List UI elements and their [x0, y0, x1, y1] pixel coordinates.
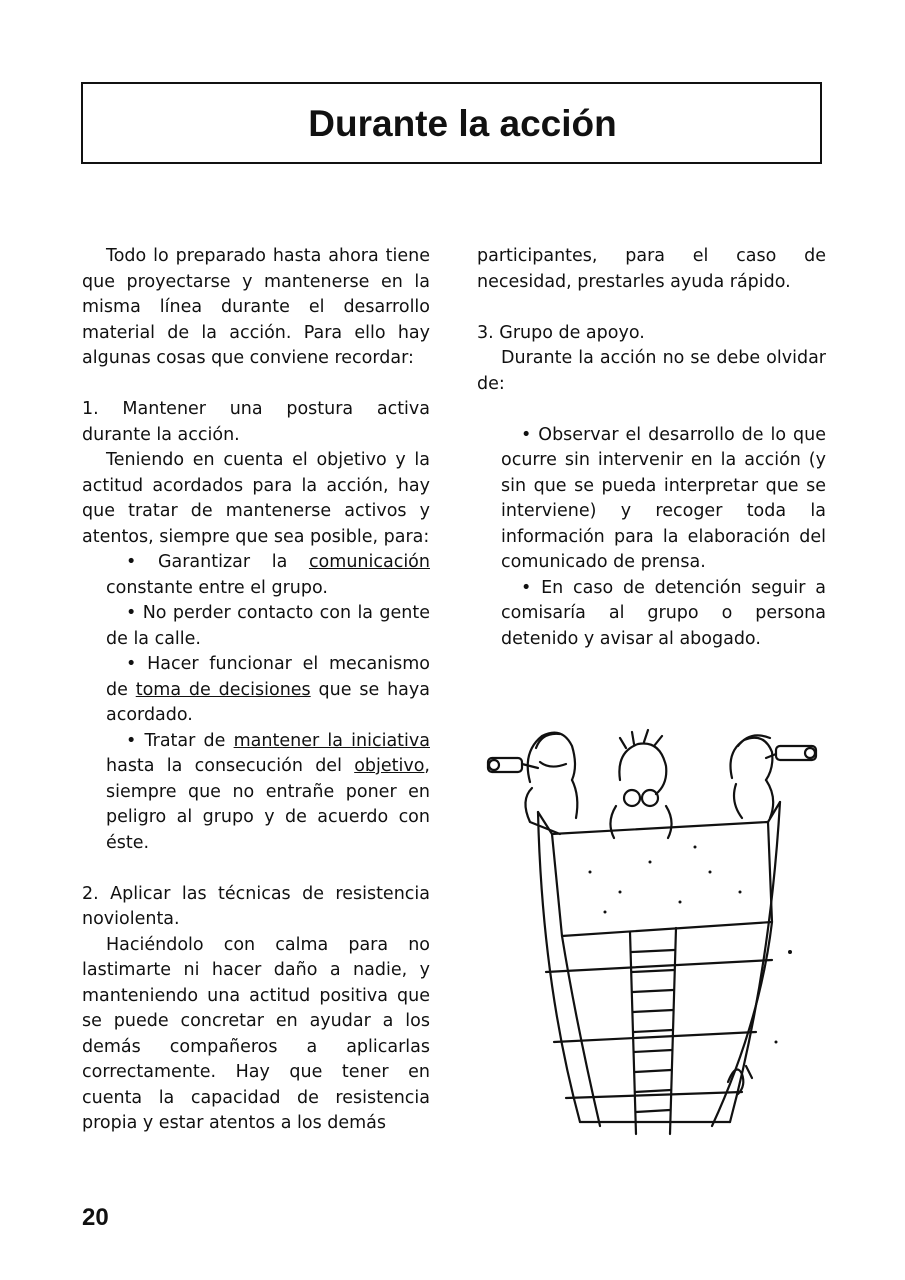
- bullet-contacto: • No perder contacto con la gente de la calle.: [106, 603, 430, 649]
- item1-heading: 1. Mantener una postura activa durante la acción.: [82, 399, 430, 445]
- intro-paragraph: Todo lo preparado hasta ahora tiene que proyectarse y mantenerse en la misma línea durante el desarrollo material de la acción. Para ello hay algunas cosas que conviene recordar:: [82, 246, 430, 368]
- page-number: 20: [82, 1204, 109, 1231]
- continuation-paragraph: participantes, para el caso de necesidad, prestarles ayuda rápido.: [477, 246, 826, 292]
- bullet-mecanismo: • Hacer funcionar el mecanismo de toma de decisiones que se haya acordado.: [106, 654, 430, 725]
- item1-body: Teniendo en cuenta el objetivo y la actitud acordados para la acción, hay que tratar de mantenerse activos y atentos, siempre que sea posible, para:: [82, 450, 430, 547]
- bullet-iniciativa: • Tratar de mantener la iniciativa hasta la consecución del objetivo, siempre que no entrañe poner en peligro al grupo y de acuerdo con éste.: [106, 730, 430, 853]
- item2-body: Haciéndolo con calma para no lastimarte ni hacer daño a nadie, y manteniendo una actitud positiva que se puede concretar en ayudar a los demás compañeros a aplicarlas correctamente. Hay que tener en cuenta la capacidad de resistencia propia y estar atentos a los demás: [82, 934, 430, 1133]
- right-column: [477, 244, 826, 652]
- tower-drawing: [480, 722, 825, 1152]
- page-title: Durante la acción: [308, 103, 617, 144]
- link-objetivo[interactable]: objetivo: [354, 756, 425, 776]
- title-box: [81, 82, 822, 164]
- link-mantener-iniciativa[interactable]: mantener la iniciativa: [233, 730, 430, 751]
- left-column: [82, 244, 430, 1137]
- link-toma-de-decisiones[interactable]: toma de decisiones: [135, 679, 311, 700]
- item2-heading: 2. Aplicar las técnicas de resistencia noviolenta.: [82, 883, 430, 929]
- item3-heading: 3. Grupo de apoyo.: [477, 322, 645, 343]
- bullet-observar: • Observar el desarrollo de lo que ocurre sin intervenir en la acción (y sin que se pueda interpretar que se interviene) y recoger toda la información para la elaboración del comunicado de prensa.: [501, 424, 826, 572]
- item3-body: Durante la acción no se debe olvidar de:: [477, 348, 826, 394]
- link-comunicacion[interactable]: comunicación: [308, 552, 430, 572]
- bullet-detencion: • En caso de detención seguir a comisaría al grupo o persona detenido y avisar al abogado.: [501, 577, 826, 649]
- lookout-tower-illustration: [480, 722, 825, 1152]
- bullet-comunicacion: • Garantizar la comunicación constante entre el grupo.: [106, 552, 430, 598]
